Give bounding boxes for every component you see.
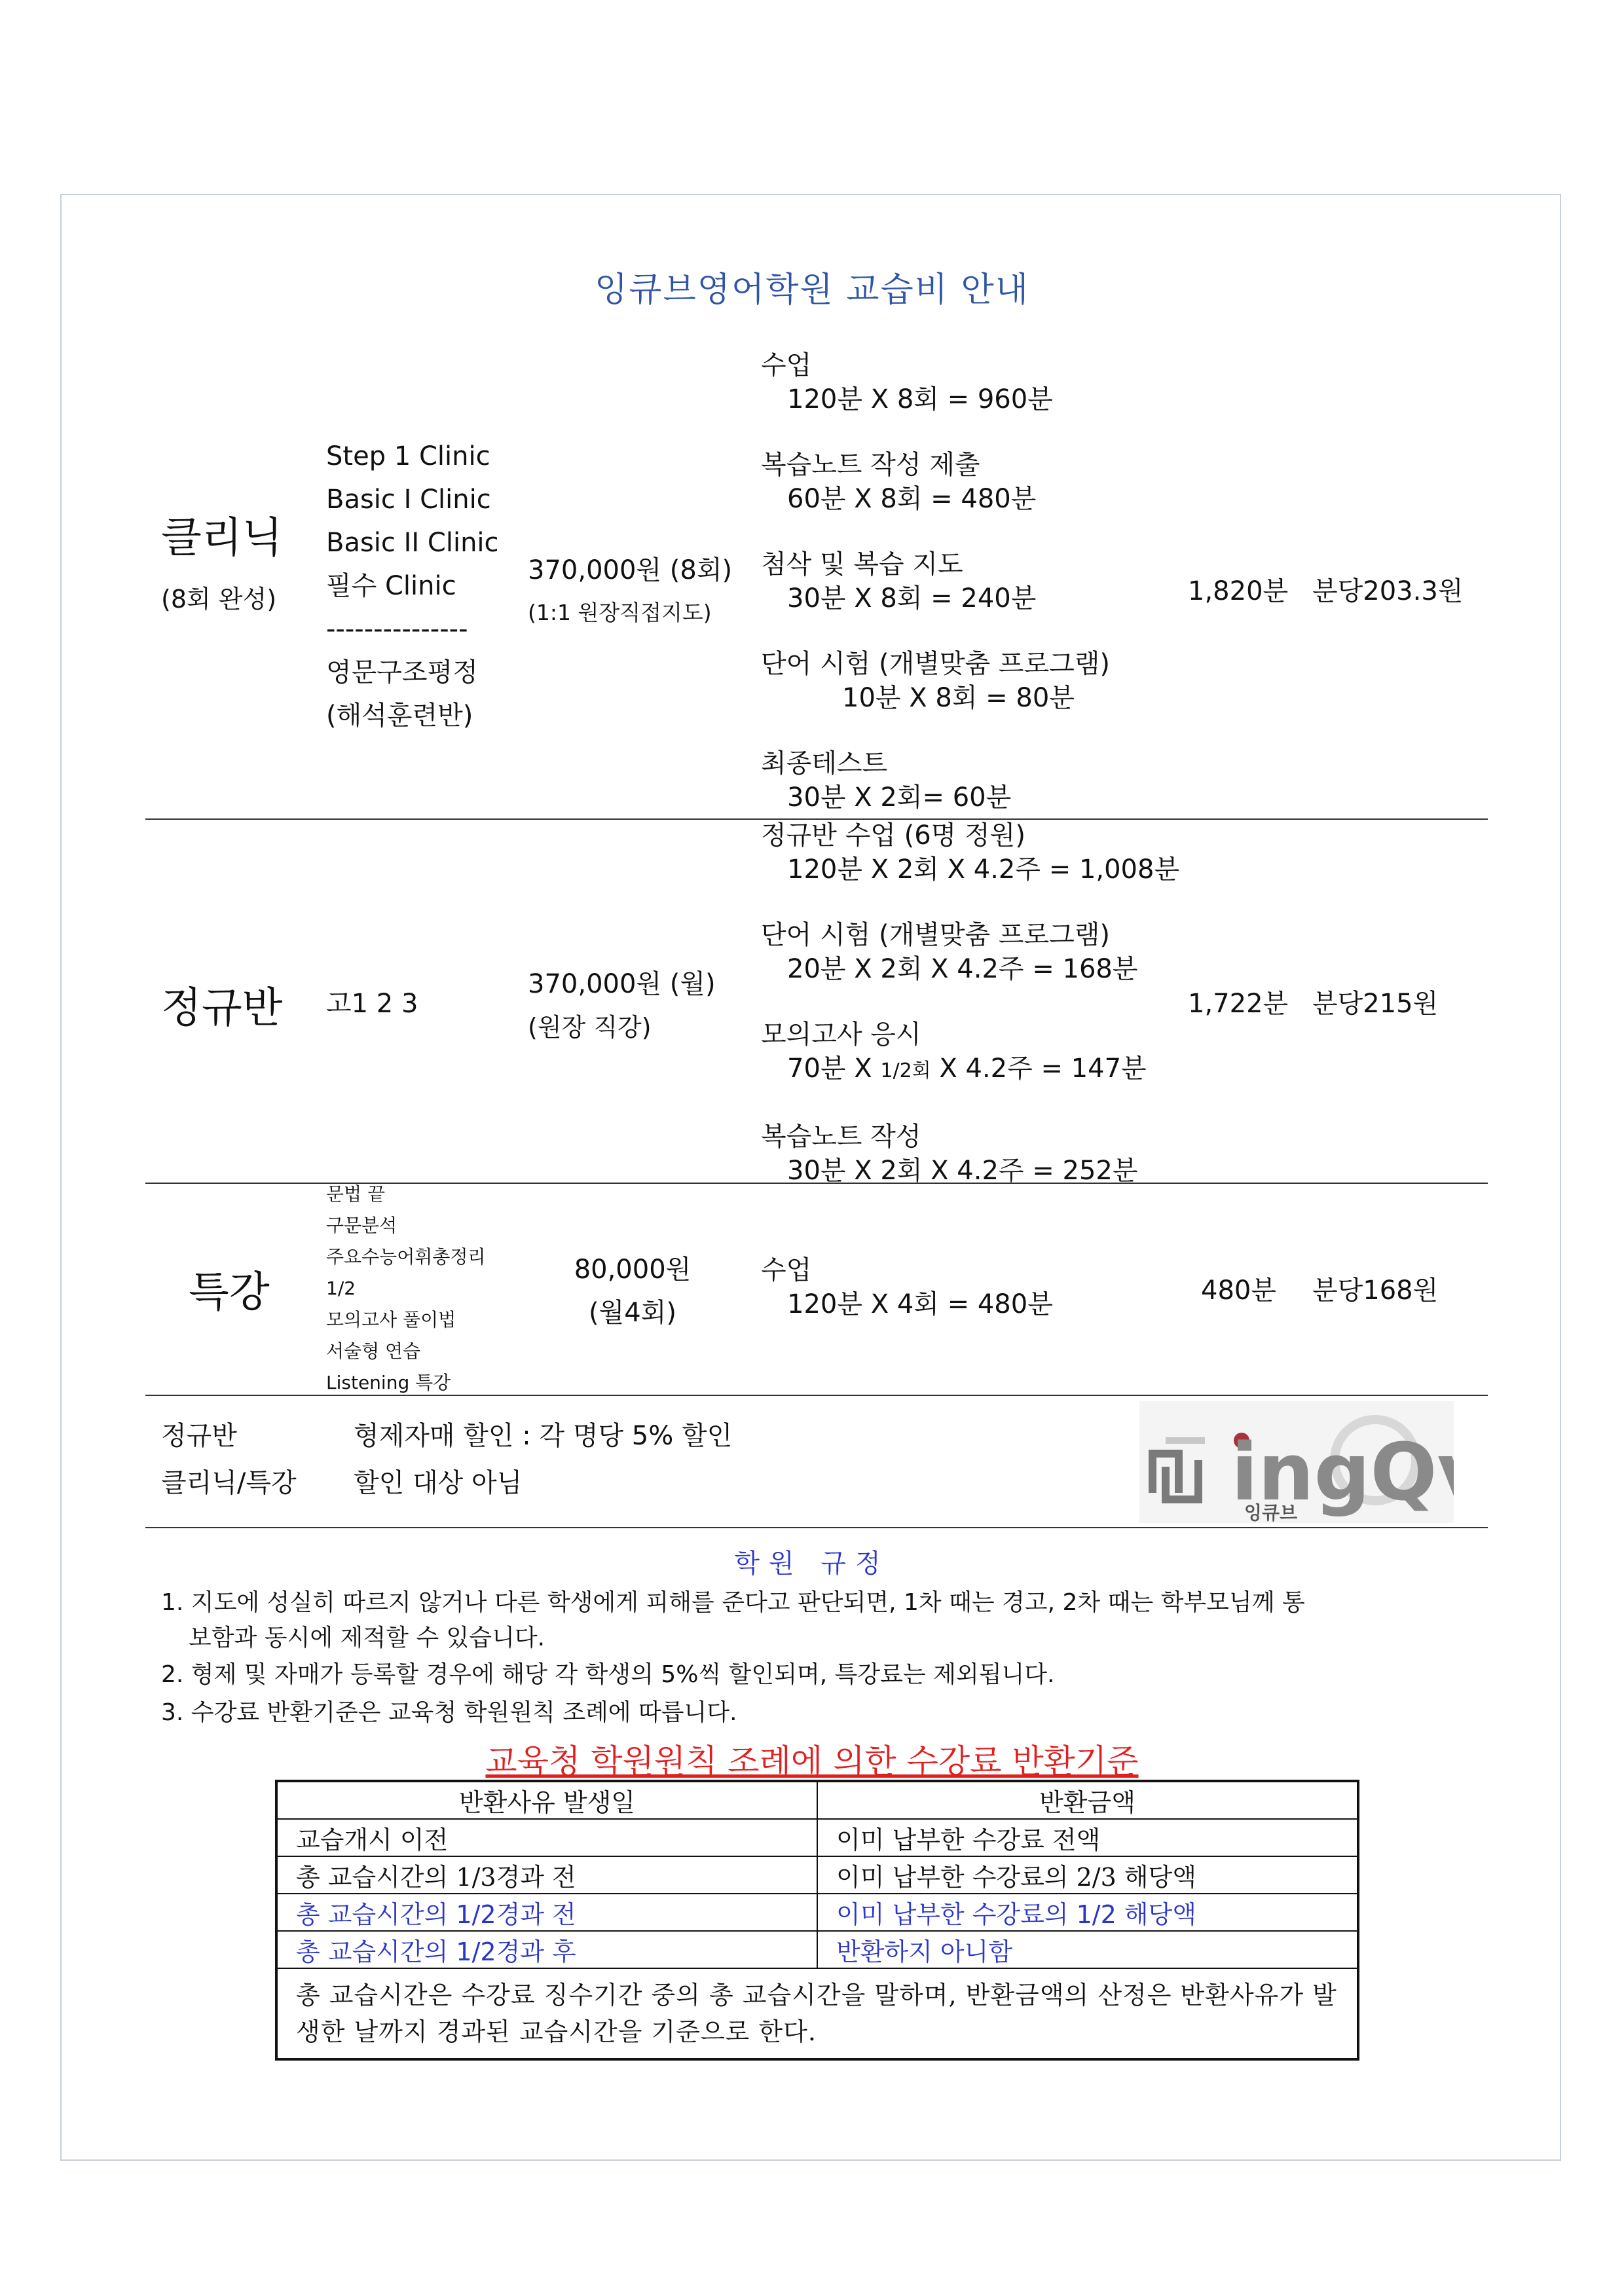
table-cell: 이미 납부한 수강료의 2/3 해당액 [817, 1856, 1358, 1894]
clinic-price-note: (1:1 원장직접지도) [528, 600, 712, 625]
regular-price-note: (원장 직강) [528, 1013, 652, 1042]
clinic-total: 1,820분 [1188, 576, 1289, 606]
calc-part: 70분 X [787, 1054, 881, 1084]
detail-calc: 20분 X 2회 X 4.2주 = 168분 [787, 954, 1138, 984]
detail-calc [761, 1052, 1179, 1088]
regular-name: 정규반 [161, 984, 283, 1033]
course-divider: --------------- [326, 614, 468, 644]
table-header-cell: 반환금액 [817, 1781, 1358, 1819]
detail-label: 단어 시험 (개별맞춤 프로그램) [761, 649, 1111, 679]
special-detail-label: 수업 [761, 1255, 812, 1285]
logo-text: ingQ [1231, 1427, 1437, 1518]
course-item: 서술형 연습 [326, 1340, 421, 1362]
table-cell: 이미 납부한 수강료의 1/2 해당액 [817, 1894, 1358, 1931]
special-courses [326, 1179, 485, 1399]
detail-label: 최종테스트 [761, 748, 888, 779]
table-cell: 총 교습시간의 1/3경과 전 [276, 1856, 817, 1894]
special-price-note: (월4회) [589, 1298, 676, 1328]
special-per-min: 분당168원 [1312, 1276, 1439, 1306]
table-cell: 이미 납부한 수강료 전액 [817, 1819, 1358, 1856]
detail-label: 단어 시험 (개별맞춤 프로그램) [761, 920, 1111, 950]
course-item: 구문분석 [326, 1215, 397, 1236]
clinic-price: 370,000원 (8회) [528, 555, 733, 585]
discount-what: 형제자매 할인 : 각 명당 5% 할인 [354, 1421, 733, 1451]
regular-per-min: 분당215원 [1312, 989, 1439, 1019]
detail-calc: 10분 X 8회 = 80분 [842, 683, 1075, 713]
row-divider [145, 1395, 1488, 1396]
course-item: 필수 Clinic [326, 571, 456, 601]
clinic-name: 클리닉 [161, 514, 283, 562]
logo-mark-icon [1139, 1401, 1454, 1523]
clinic-details [761, 348, 1110, 815]
course-item: Listening 특강 [326, 1372, 451, 1393]
detail-label: 정규반 수업 (6명 정원) [761, 820, 1025, 851]
table-header-cell: 반환사유 발생일 [276, 1781, 817, 1819]
discount-who: 정규반 [161, 1421, 237, 1451]
course-item: (해석훈련반) [326, 701, 473, 731]
detail-calc: 120분 X 2회 X 4.2주 = 1,008분 [787, 854, 1180, 885]
page-title: 잉큐브영어학원 교습비 안내 [595, 270, 1029, 310]
table-row [276, 1819, 1358, 1856]
clinic-sub: (8회 완성) [161, 585, 277, 614]
table-row [276, 1856, 1358, 1894]
course-item: Step 1 Clinic [326, 441, 490, 471]
rules-title: 학원 규정 [734, 1549, 890, 1579]
refund-title: 교육청 학원원칙 조례에 의한 수강료 반환기준 [485, 1742, 1139, 1780]
course-item: 주요수능어휘총정리 [326, 1246, 486, 1268]
rule-item: 3. 수강료 반환기준은 교육청 학원원칙 조례에 따릅니다. [161, 1699, 737, 1726]
detail-calc: 30분 X 2회 X 4.2주 = 252분 [787, 1156, 1138, 1186]
detail-label: 복습노트 작성 제출 [761, 450, 980, 480]
table-note-row [276, 1968, 1358, 2059]
table-header-row [276, 1781, 1358, 1819]
calc-fraction: 1/2회 [880, 1059, 931, 1082]
course-item: Basic I Clinic [326, 485, 491, 515]
table-cell: 총 교습시간의 1/2경과 후 [276, 1931, 817, 1968]
detail-calc: 60분 X 8회 = 480분 [787, 484, 1037, 514]
detail-label: 복습노트 작성 [761, 1122, 921, 1152]
logo-subtext: 잉큐브 [1244, 1502, 1298, 1523]
table-row [276, 1931, 1358, 1968]
table-cell: 반환하지 아니함 [817, 1931, 1358, 1968]
special-name: 특강 [189, 1268, 270, 1317]
section-divider [145, 1527, 1488, 1528]
regular-details [761, 818, 1179, 1188]
table-cell: 총 교습시간의 1/2경과 전 [276, 1894, 817, 1931]
special-price: 80,000원 [574, 1255, 692, 1285]
regular-price: 370,000원 (월) [528, 969, 716, 999]
clinic-courses [326, 435, 499, 737]
discount-who: 클리닉/특강 [161, 1468, 297, 1498]
refund-table [275, 1780, 1359, 2061]
detail-label: 모의고사 응시 [761, 1019, 921, 1050]
course-item: 모의고사 풀이법 [326, 1309, 456, 1331]
discount-what: 할인 대상 아님 [354, 1468, 523, 1498]
calc-part: X 4.2주 = 147분 [931, 1054, 1147, 1084]
special-total: 480분 [1201, 1276, 1276, 1306]
rule-item: 1. 지도에 성실히 따르지 않거나 다른 학생에게 피해를 준다고 판단되면, 1차 때는 경고, 2차 때는 학부모님께 통 [161, 1589, 1305, 1616]
table-note: 총 교습시간은 수강료 징수기간 중의 총 교습시간을 말하며, 반환금액의 산정은 반환사유가 발생한 날까지 경과된 교습시간을 기준으로 한다. [276, 1968, 1358, 2059]
course-item: 문법 끝 [326, 1183, 386, 1205]
detail-label: 첨삭 및 복습 지도 [761, 549, 963, 579]
regular-total: 1,722분 [1188, 989, 1289, 1019]
detail-label: 수업 [761, 350, 812, 380]
detail-calc: 30분 X 8회 = 240분 [787, 583, 1037, 614]
special-detail-calc: 120분 X 4회 = 480분 [787, 1289, 1053, 1319]
regular-courses: 고1 2 3 [326, 989, 418, 1019]
academy-logo [1139, 1401, 1454, 1523]
table-row [276, 1894, 1358, 1931]
clinic-per-min: 분당203.3원 [1312, 576, 1464, 606]
detail-calc: 120분 X 8회 = 960분 [787, 384, 1053, 414]
table-cell: 교습개시 이전 [276, 1819, 817, 1856]
course-item: Basic II Clinic [326, 528, 499, 558]
detail-calc: 30분 X 2회= 60분 [787, 782, 1012, 813]
rule-item: 보함과 동시에 제적할 수 있습니다. [189, 1625, 545, 1651]
course-item: 영문구조평정 [326, 657, 478, 688]
course-item: 1/2 [326, 1277, 356, 1299]
rule-item: 2. 형제 및 자매가 등록할 경우에 해당 각 학생의 5%씩 할인되며, 특강료는 제외됩니다. [161, 1661, 1055, 1688]
